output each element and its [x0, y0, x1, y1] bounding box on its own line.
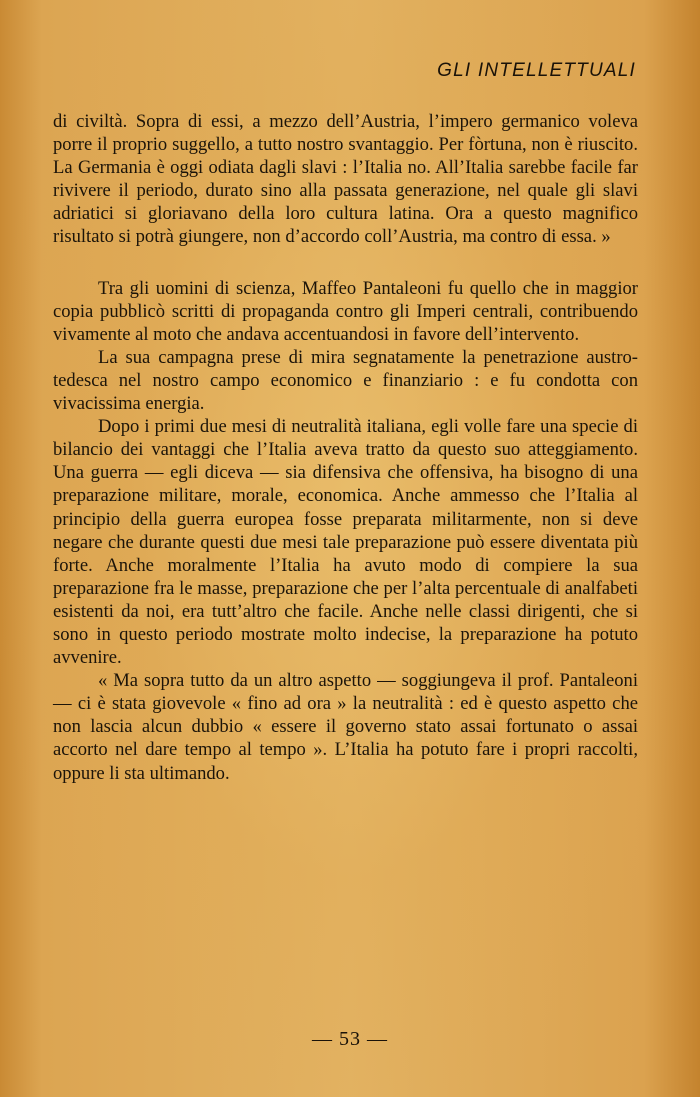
body-text	[53, 110, 638, 785]
paragraph-quotation: « Ma sopra tutto da un altro aspetto — soggiungeva il prof. Pantaleoni — ci è stata giovevole « fino ad ora » la neutralità : ed è questo aspetto che non lascia alcun dubbio « essere il governo stato assai fortunato o assai accorto nel dare tempo al tempo ». L’Italia ha potuto fare i propri raccolti, oppure li sta ultimando.	[53, 670, 638, 784]
paragraph-campaign: La sua campagna prese di mira segnatamente la penetrazione austro-tedesca nel nostro campo economico e finanziario : e fu condotta con vivacissima energia.	[53, 346, 638, 415]
page-number: — 53 —	[312, 1028, 388, 1050]
paragraph-pantaleoni-intro: Tra gli uomini di scienza, Maffeo Pantaleoni fu quello che in maggior copia pubblicò scritti di propaganda contro gli Imperi centrali, contribuendo vivamente al moto che andava accentuandosi in favore dell’intervento.	[53, 277, 638, 345]
running-head: GLI INTELLETTUALI	[437, 60, 636, 81]
section-break	[53, 249, 638, 277]
paragraph-continuation: di civiltà. Sopra di essi, a mezzo dell’Austria, l’impero germanico voleva porre il proprio suggello, a tutto nostro svantaggio. Per fòrtuna, non è riuscito. La Germania è oggi odiata dagli slavi : l’Italia no. All’Italia sarebbe facile far rivivere il periodo, durato sino alla passata generazione, nel quale gli slavi adriatici si gloriavano della loro cultura latina. Ora a questo magnifico risultato si potrà giungere, non d’accordo coll’Austria, ma contro di essa. »	[53, 111, 638, 248]
paragraph-neutrality-balance: Dopo i primi due mesi di neutralità italiana, egli volle fare una specie di bilancio dei vantaggi che l’Italia aveva tratto da questo suo atteggiamento. Una guerra — egli diceva — sia difensiva che offensiva, ha bisogno di una preparazione militare, morale, economica. Anche ammesso che l’Italia al principio della guerra europea fosse preparata militarmente, non si deve negare che durante questi due mesi tale preparazione può essere diventata più forte. Anche moralmente l’Italia ha avuto modo di compiere la sua preparazione fra le masse, preparazione che per l’alta percentuale di analfabeti esistenti da noi, era tutt’altro che facile. Anche nelle classi dirigenti, che si sono in questo periodo mostrate molto indecise, la preparazione ha potuto avvenire.	[53, 416, 638, 669]
